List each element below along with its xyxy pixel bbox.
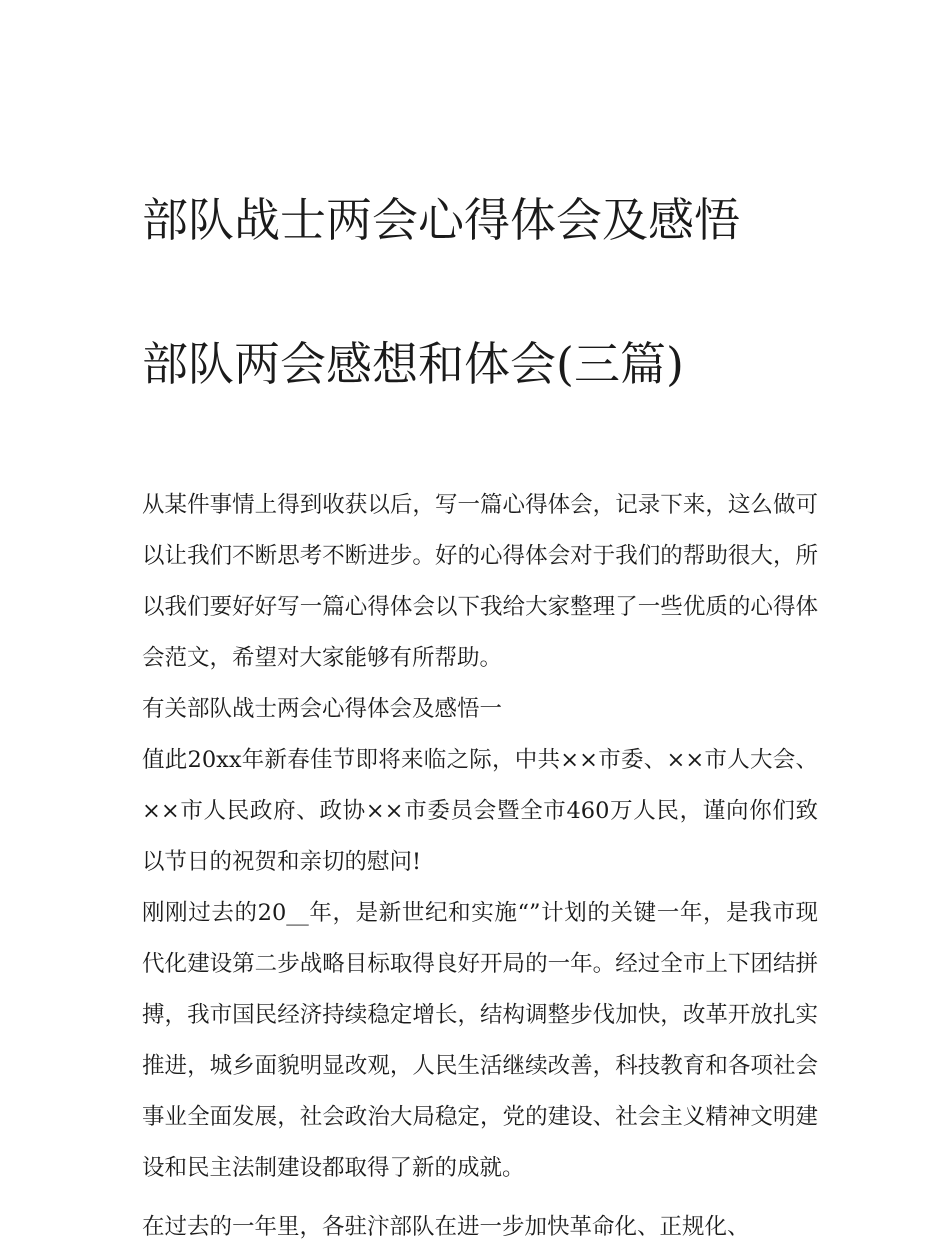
section-heading: 有关部队战士两会心得体会及感悟一 bbox=[142, 696, 503, 722]
document-body bbox=[142, 480, 818, 1253]
title-line-1: 部队战士两会心得体会及感悟 bbox=[142, 193, 740, 247]
title-line-2: 部队两会感想和体会(三篇) bbox=[142, 337, 684, 391]
document-title bbox=[142, 112, 818, 472]
document-content bbox=[142, 112, 818, 1253]
review-paragraph: 刚刚过去的20__年，是新世纪和实施“”计划的关键一年，是我市现代化建设第二步战略目标取得良好开局的一年。经过全市上下团结拼搏，我市国民经济持续稳定增长，结构调整步伐加快，改革开放扎实推进，城乡面貌明显改观，人民生活继续改善，科技教育和各项社会事业全面发展，社会政治大局稳定，党的建设、社会主义精神文明建设和民主法制建设都取得了新的成就。 bbox=[142, 900, 818, 1181]
greeting-paragraph: 值此20xx年新春佳节即将来临之际，中共××市委、××市人大会、××市人民政府、政协××市委员会暨全市460万人民，谨向你们致以节日的祝贺和亲切的慰问! bbox=[142, 747, 818, 875]
troops-paragraph: 在过去的一年里，各驻汴部队在进一步加快革命化、正规化、 bbox=[142, 1214, 750, 1240]
intro-paragraph: 从某件事情上得到收获以后，写一篇心得体会，记录下来，这么做可以让我们不断思考不断进步。好的心得体会对于我们的帮助很大，所以我们要好好写一篇心得体会以下我给大家整理了一些优质的心得体会范文，希望对大家能够有所帮助。 bbox=[142, 492, 818, 671]
